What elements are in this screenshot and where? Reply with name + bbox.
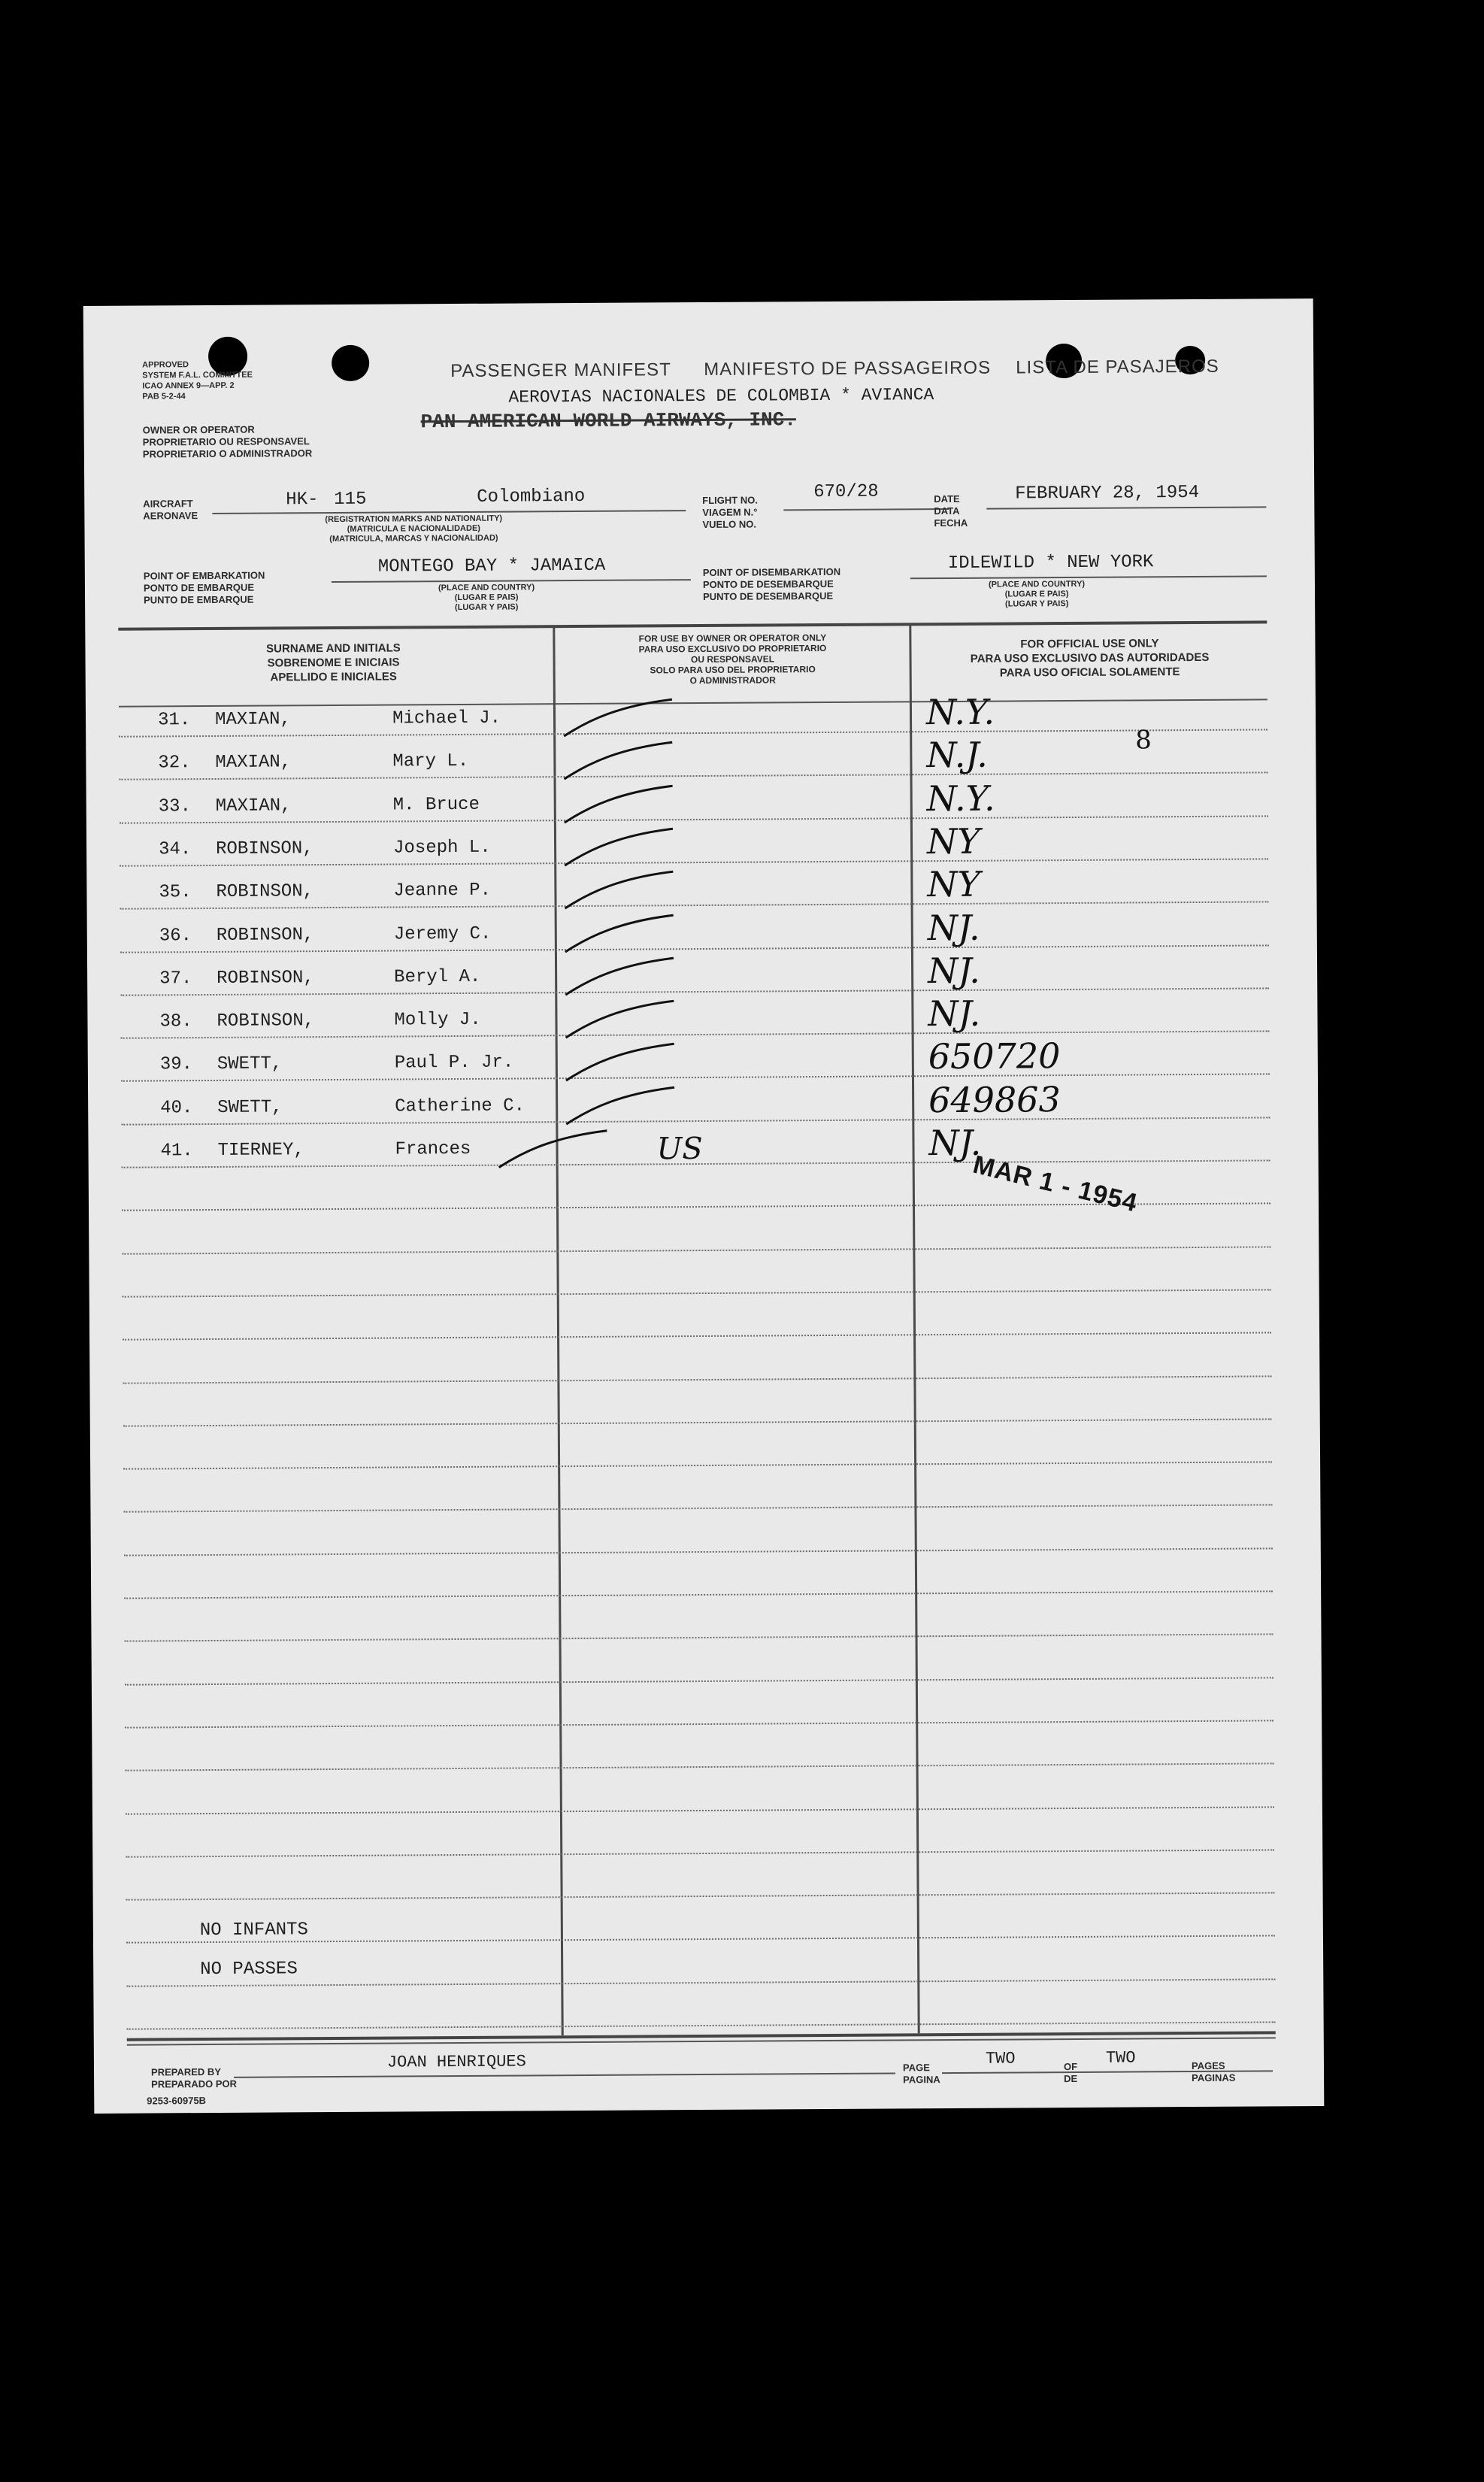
passenger-number: 40. [160,1097,193,1119]
passenger-given: Beryl A. [394,966,481,988]
row-rule [127,2021,1276,2029]
official-entry: NY [926,820,980,862]
official-entry: 649863 [928,1078,1061,1120]
punch-hole [332,345,369,381]
passenger-surname: ROBINSON, [217,967,314,989]
operator-name: AEROVIAS NACIONALES DE COLOMBIA * AVIANCA [508,385,934,408]
row-rule [120,987,1269,996]
prepared-by-label: PREPARED BY PREPARADO POR [150,2065,238,2090]
column-header-surname: SURNAME AND INITIALS SOBRENOME E INICIAIS APELLIDO E INICIALES [266,641,401,684]
flight-label: FLIGHT NO. VIAGEM N.° VUELO NO. [702,494,758,530]
row-rules [83,299,1313,306]
disembarkation-label: POINT OF DISEMBARKATION PONTO DE DESEMBARQUE PUNTO DE DESEMBARQUE [702,565,841,602]
passenger-given: Frances [395,1138,471,1160]
passenger-given: Joseph L. [393,837,491,859]
row-rule [124,1590,1273,1599]
passenger-number: 32. [158,753,191,774]
row-rule [120,944,1269,953]
passenger-number: 35. [159,882,192,903]
row-rule [125,1720,1274,1728]
tick-mark [560,783,680,829]
date-underline [986,506,1266,509]
passenger-surname: TIERNEY, [217,1140,304,1161]
row-rule [125,1634,1274,1642]
row-rule [123,1375,1271,1383]
column-divider-2 [909,624,919,2033]
aircraft-sublabel: (REGISTRATION MARKS AND NATIONALITY) (MATRICULA E NACIONALIDADE) (MATRICULA, MARCAS Y NACIONALIDAD) [325,514,503,544]
date-stamp: MAR 1 - 1954 [970,1150,1140,1218]
prepared-by-value: JOAN HENRIQUES [386,2052,526,2072]
tick-mark [560,868,680,914]
date-label: DATE DATA FECHA [934,492,968,529]
tick-mark [559,739,680,785]
row-rule [120,858,1268,866]
tick-mark [559,696,680,742]
manifest-sheet [83,299,1325,2114]
title-pt: MANIFESTO DE PASSAGEIROS [704,357,992,380]
passenger-number: 31. [157,710,191,731]
form-number: 9253-60975B [147,2095,207,2107]
row-rule [119,729,1267,737]
of-value: TWO [1105,2048,1136,2068]
passenger-number: 33. [158,796,192,817]
page-label: PAGE PAGINA [902,2062,940,2086]
row-rule [125,1677,1274,1685]
official-entry: NJ. [927,950,981,991]
row-rule [126,1806,1274,1814]
passenger-number: 38. [159,1011,192,1032]
tick-mark [562,1041,682,1087]
passenger-surname: MAXIAN, [214,709,291,730]
row-rule [121,1117,1270,1125]
tick-mark [561,998,681,1044]
passenger-given: Michael J. [392,708,501,729]
row-rule [121,1074,1270,1082]
row-rule [123,1289,1271,1297]
of-label: OF DE [1063,2060,1078,2085]
row-rule [123,1505,1272,1513]
disembarkation-sublabel: (PLACE AND COUNTRY) (LUGAR E PAIS) (LUGAR Y PAIS) [988,579,1086,609]
title-en: PASSENGER MANIFEST [450,359,671,382]
table-top-rule [118,620,1267,630]
passenger-given: Molly J. [394,1009,481,1031]
embarkation-sublabel: (PLACE AND COUNTRY) (LUGAR E PAIS) (LUGAR Y PAIS) [438,583,535,613]
passenger-surname: SWETT, [217,1053,283,1075]
passenger-given: Jeanne P. [393,880,492,902]
aircraft-label: AIRCRAFT AERONAVE [143,498,198,522]
passenger-number: 39. [159,1054,193,1075]
owner-note: US [656,1132,703,1167]
flight-number: 670/28 [813,481,879,503]
passenger-given: Catherine C. [395,1096,525,1117]
tick-mark [561,955,681,1001]
row-rule [120,815,1268,823]
passenger-surname: ROBINSON, [216,924,314,946]
header-bottom-rule [119,699,1267,707]
date-value: FEBRUARY 28, 1954 [1015,482,1200,505]
tick-mark [494,1128,614,1174]
tick-mark [561,912,681,958]
row-rule [126,1763,1274,1771]
passenger-number: 36. [159,925,192,946]
embarkation-label: POINT OF EMBARKATION PONTO DE EMBARQUE PUNTO DE EMBARQUE [143,569,265,606]
passenger-given: M. Bruce [392,794,480,816]
official-entry: N.Y. [926,777,995,819]
aircraft-prefix: HK- [286,489,319,511]
passenger-given: Paul P. Jr. [394,1052,514,1074]
tick-mark [562,1084,682,1130]
passenger-number: 34. [159,839,192,860]
aircraft-nationality: Colombiano [477,486,586,508]
row-rule [126,1892,1275,1900]
pages-label: PAGES PAGINAS [1191,2059,1236,2084]
no-passes-note: NO PASSES [200,1959,298,1980]
approved-block: APPROVED SYSTEM F.A.L. COMMITTEE ICAO ANNEX 9—APP. 2 PAB 5-2-44 [142,360,253,402]
passenger-surname: ROBINSON, [216,881,314,903]
passenger-surname: MAXIAN, [215,752,292,774]
row-rule [126,1978,1275,1987]
passenger-number: 37. [159,968,192,989]
tick-mark [560,826,680,871]
passenger-surname: ROBINSON, [216,838,313,859]
passenger-surname: ROBINSON, [217,1011,315,1032]
embarkation-underline [332,579,691,583]
row-rule [120,772,1268,780]
page-value: TWO [985,2049,1016,2068]
embarkation-value: MONTEGO BAY * JAMAICA [377,555,606,577]
official-entry: N.J. [926,734,988,776]
owner-operator-label: OWNER OR OPERATOR PROPRIETARIO OU RESPONSAVEL PROPRIETARIO O ADMINISTRADOR [142,423,313,460]
row-rule [126,1849,1274,1857]
official-entry: NJ. [927,907,980,948]
column-header-owner: FOR USE BY OWNER OR OPERATOR ONLY PARA USO EXCLUSIVO DO PROPRIETARIO OU RESPONSAVEL SOLO PARA USO DEL PROPRIETARIO O ADMINISTRADOR [638,632,827,686]
row-rule [120,902,1269,910]
flight-underline [783,508,949,511]
row-rule [123,1332,1271,1341]
official-entry: NJ. [928,992,981,1035]
official-entry: N.Y. [925,691,995,733]
row-rule [123,1461,1272,1469]
disembarkation-underline [910,575,1267,579]
prepared-underline [234,2072,895,2077]
passenger-given: Jeremy C. [393,923,492,945]
row-rule [124,1547,1273,1556]
title-es: LISTA DE PASAJEROS [1016,356,1219,378]
passenger-surname: SWETT, [217,1097,283,1118]
column-header-official: FOR OFFICIAL USE ONLY PARA USO EXCLUSIVO DAS AUTORIDADES PARA USO OFICIAL SOLAMENTE [970,637,1210,680]
official-entry: NJ. [928,1122,982,1164]
aircraft-number: 115 [334,489,367,510]
row-rule [122,1246,1270,1254]
official-entry: 650720 [928,1035,1061,1077]
passenger-surname: MAXIAN, [215,795,292,817]
passenger-number: 41. [160,1141,193,1162]
annotation-8: 8 [1135,725,1152,756]
row-rule [123,1418,1272,1426]
disembarkation-value: IDLEWILD * NEW YORK [947,552,1154,574]
official-entry: NY [927,863,981,905]
row-rule [121,1030,1270,1038]
operator-struck: PAN AMERICAN WORLD AIRWAYS, INC. [420,408,796,434]
no-infants-note: NO INFANTS [199,1920,308,1941]
passenger-given: Mary L. [392,751,469,772]
